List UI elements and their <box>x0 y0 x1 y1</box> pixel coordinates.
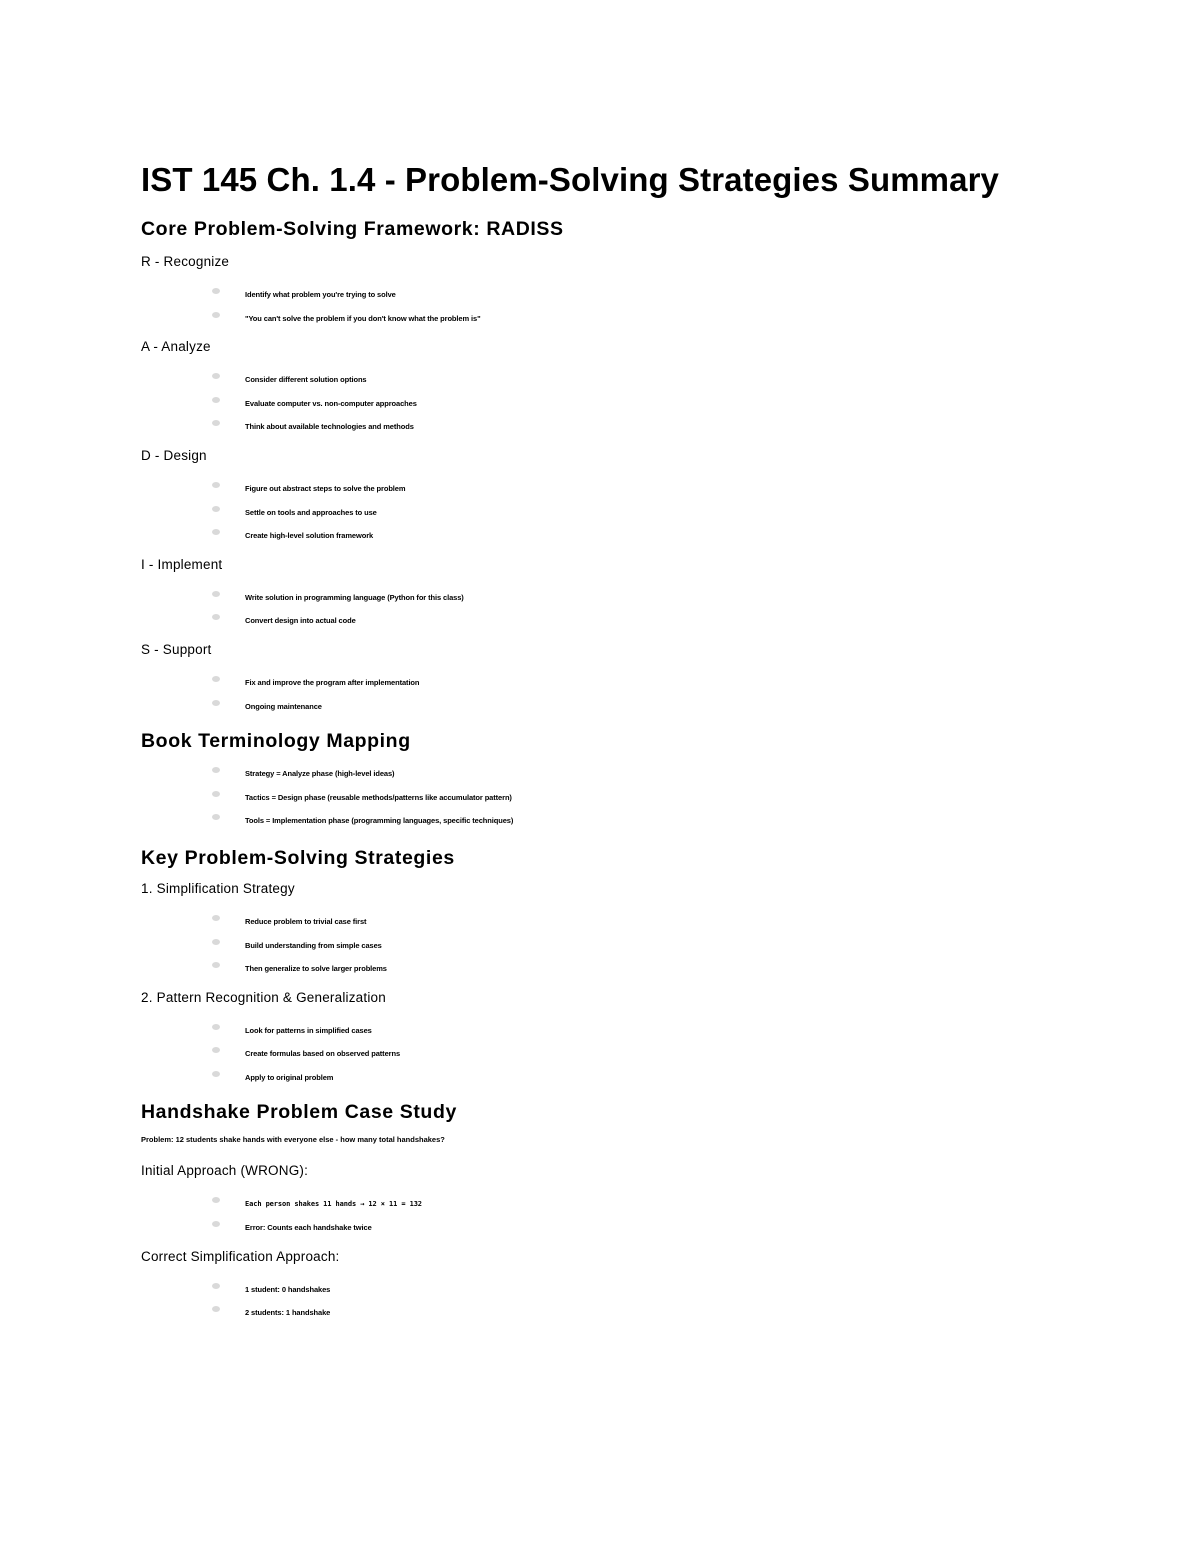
correct-approach-list <box>141 1285 1101 1332</box>
bullet-icon <box>212 962 220 968</box>
correct-approach-label: Correct Simplification Approach: <box>141 1248 340 1264</box>
list-item: Build understanding from simple cases <box>141 941 1101 965</box>
list-item: Convert design into actual code <box>141 616 1101 640</box>
list-item: Create formulas based on observed patterns <box>141 1049 1101 1073</box>
list-item: Fix and improve the program after implementation <box>141 678 1101 702</box>
list-item: Strategy = Analyze phase (high-level ideas) <box>141 769 1101 793</box>
bullet-icon <box>212 1306 220 1312</box>
bullet-icon <box>212 506 220 512</box>
list-item: Figure out abstract steps to solve the problem <box>141 484 1101 508</box>
list-item: Reduce problem to trivial case first <box>141 917 1101 941</box>
list-item: Settle on tools and approaches to use <box>141 508 1101 532</box>
list-item: Each person shakes 11 hands → 12 × 11 = 132 <box>141 1199 1101 1223</box>
bullet-icon <box>212 482 220 488</box>
list-item: 2 students: 1 handshake <box>141 1308 1101 1332</box>
list-item: Tools = Implementation phase (programming languages, specific techniques) <box>141 816 1101 840</box>
radiss-heading: Core Problem-Solving Framework: RADISS <box>141 218 564 240</box>
list-item: "You can't solve the problem if you don't know what the problem is" <box>141 314 1101 338</box>
list-item: Ongoing maintenance <box>141 702 1101 726</box>
strategies-heading: Key Problem-Solving Strategies <box>141 846 455 869</box>
phase-label-analyze: A - Analyze <box>141 339 211 355</box>
bullet-icon <box>212 1024 220 1030</box>
simplification-list <box>141 917 1101 988</box>
list-item: Error: Counts each handshake twice <box>141 1223 1101 1247</box>
list-item: Tactics = Design phase (reusable methods/patterns like accumulator pattern) <box>141 793 1101 817</box>
bullet-icon <box>212 814 220 820</box>
bullet-icon <box>212 1283 220 1289</box>
bullet-icon <box>212 397 220 403</box>
bullet-icon <box>212 420 220 426</box>
bullet-icon <box>212 1221 220 1227</box>
list-item: Create high-level solution framework <box>141 531 1101 555</box>
support-list <box>141 678 1101 725</box>
bullet-icon <box>212 915 220 921</box>
page-title: IST 145 Ch. 1.4 - Problem-Solving Strategies Summary <box>141 161 999 198</box>
bullet-icon <box>212 676 220 682</box>
bullet-icon <box>212 1197 220 1203</box>
recognize-list <box>141 290 1101 337</box>
bullet-icon <box>212 791 220 797</box>
phase-label-support: S - Support <box>141 641 212 657</box>
list-item: Write solution in programming language (Python for this class) <box>141 593 1101 617</box>
phase-label-implement: I - Implement <box>141 556 223 572</box>
initial-approach-label: Initial Approach (WRONG): <box>141 1163 309 1179</box>
phase-label-design: D - Design <box>141 447 207 463</box>
bullet-icon <box>212 288 220 294</box>
handshake-heading: Handshake Problem Case Study <box>141 1101 457 1124</box>
bullet-icon <box>212 767 220 773</box>
bullet-icon <box>212 373 220 379</box>
list-item: 1 student: 0 handshakes <box>141 1285 1101 1309</box>
bullet-icon <box>212 591 220 597</box>
bullet-icon <box>212 614 220 620</box>
document-page <box>141 158 1101 1332</box>
list-item: Identify what problem you're trying to solve <box>141 290 1101 314</box>
list-item: Look for patterns in simplified cases <box>141 1026 1101 1050</box>
strategy-label-simplification: 1. Simplification Strategy <box>141 880 295 896</box>
analyze-list <box>141 375 1101 446</box>
list-item: Consider different solution options <box>141 375 1101 399</box>
bullet-icon <box>212 529 220 535</box>
pattern-list <box>141 1026 1101 1097</box>
bullet-icon <box>212 1047 220 1053</box>
bullet-icon <box>212 312 220 318</box>
initial-approach-list <box>141 1199 1101 1246</box>
bullet-icon <box>212 939 220 945</box>
list-item: Evaluate computer vs. non-computer approaches <box>141 399 1101 423</box>
bullet-icon <box>212 700 220 706</box>
terminology-list <box>141 769 1101 840</box>
terminology-heading: Book Terminology Mapping <box>141 730 411 753</box>
implement-list <box>141 593 1101 640</box>
phase-label-recognize: R - Recognize <box>141 254 230 269</box>
list-item: Apply to original problem <box>141 1073 1101 1097</box>
list-item: Think about available technologies and methods <box>141 422 1101 446</box>
list-item: Then generalize to solve larger problems <box>141 964 1101 988</box>
strategy-label-pattern: 2. Pattern Recognition & Generalization <box>141 989 386 1005</box>
bullet-icon <box>212 1071 220 1077</box>
problem-statement: Problem: 12 students shake hands with everyone else - how many total handshakes? <box>141 1135 445 1145</box>
design-list <box>141 484 1101 555</box>
